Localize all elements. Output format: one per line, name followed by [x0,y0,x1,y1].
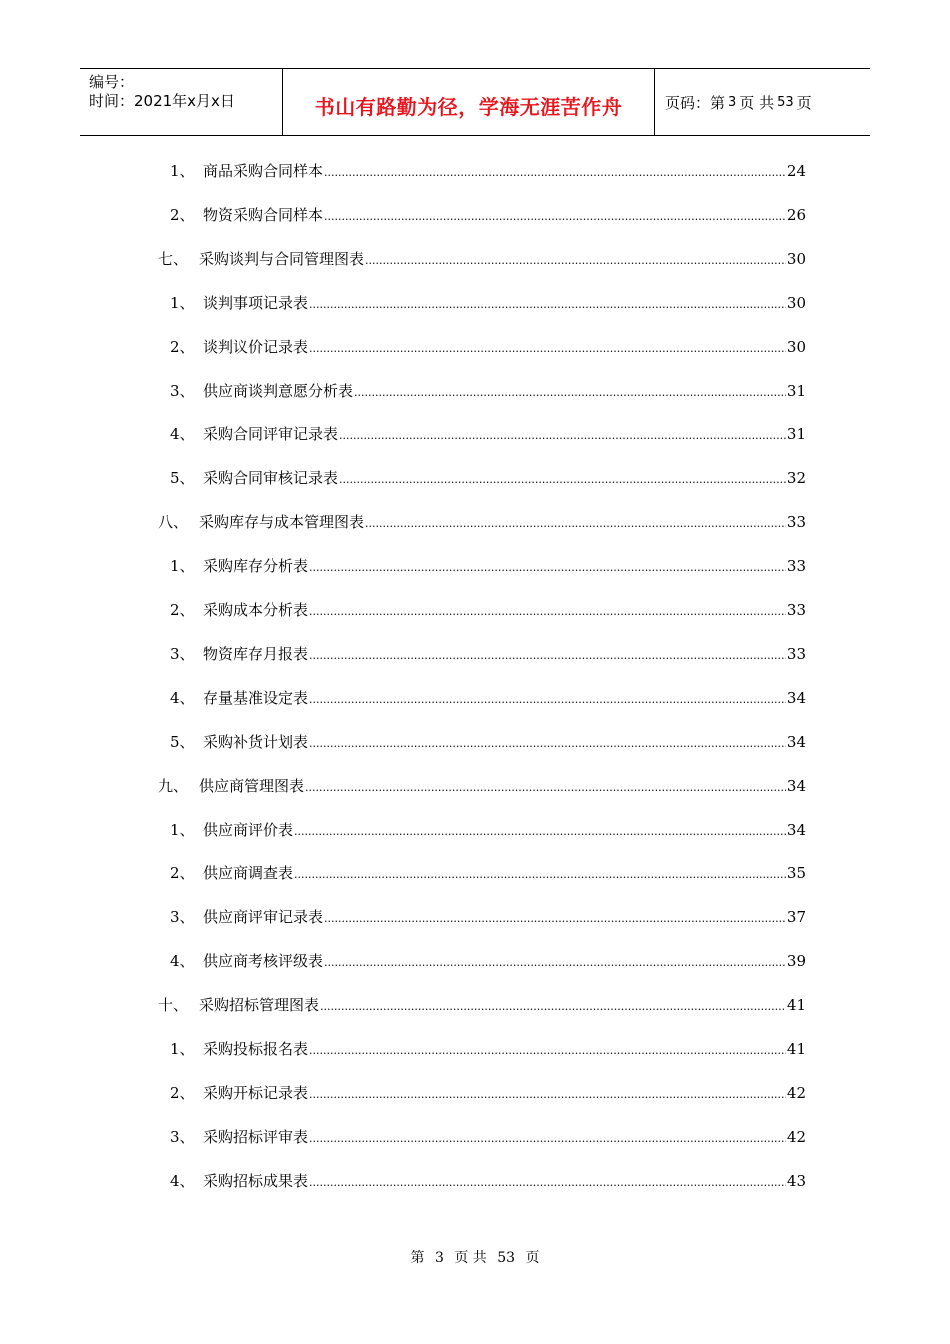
toc-entry-title: 采购合同审核记录表 [203,469,339,488]
toc-entry-number: 1、 [170,557,195,576]
page-mid: 页 共 [739,93,775,112]
toc-entry-number: 3、 [170,381,195,400]
toc-entry-page: 42 [786,1083,806,1102]
footer-suffix: 页 [525,1250,540,1266]
toc-entry[interactable] [170,1038,806,1060]
toc-entry-title: 采购成本分析表 [203,601,309,619]
motto-text: 书山有路勤为径，学海无涯苦作舟 [314,94,623,119]
toc-entry-title: 供应商考核评级表 [203,952,324,971]
toc-entry[interactable] [170,731,806,753]
toc-entry-page: 31 [786,425,806,444]
toc-entry-number: 1、 [170,293,195,312]
toc-entry-page: 35 [786,864,806,883]
toc-dot-leader [309,342,786,355]
toc-entry[interactable] [170,599,806,621]
toc-entry-number: 3、 [170,1127,195,1146]
toc-entry-title: 采购库存与成本管理图表 [199,513,365,532]
toc-entry[interactable] [170,423,806,445]
toc-entry[interactable] [170,336,806,358]
toc-entry-number: 3、 [170,908,195,927]
toc-entry-page: 33 [786,513,806,532]
toc-entry-title: 采购库存分析表 [203,557,309,576]
toc-entry-page: 30 [786,293,806,312]
toc-entry-number: 3、 [170,644,195,663]
toc-entry-page: 33 [786,601,806,619]
toc-dot-leader [324,166,786,179]
toc-entry[interactable] [170,292,806,314]
toc-entry-title: 物资采购合同样本 [203,205,324,224]
toc-dot-leader [309,605,786,618]
toc-entry-page: 43 [786,1171,806,1190]
toc-dot-leader [365,254,786,267]
toc-entry-number: 4、 [170,952,195,971]
toc-entry[interactable] [170,1082,806,1104]
toc-entry[interactable] [170,906,806,928]
header-motto-cell [282,69,655,135]
footer-prefix: 第 [410,1250,425,1266]
page-suffix: 页 [796,93,812,112]
toc-entry-page: 32 [786,469,806,488]
toc-entry[interactable] [170,862,806,884]
footer-current: 3 [434,1250,444,1266]
toc-dot-leader [309,1044,786,1057]
page-current: 3 [728,94,737,110]
toc-entry-title: 采购补货计划表 [203,732,309,751]
toc-entry-number: 4、 [170,1171,195,1190]
toc-dot-leader [309,693,786,706]
toc-entry[interactable] [170,1170,806,1192]
toc-entry[interactable] [170,819,806,841]
toc-entry-number: 5、 [170,469,195,488]
toc-entry-page: 33 [786,557,806,576]
toc-entry-number: 2、 [170,337,195,356]
toc-entry-number: 4、 [170,425,195,444]
toc-entry-page: 24 [786,162,806,180]
toc-dot-leader [294,825,786,838]
toc-entry-title: 采购开标记录表 [203,1083,309,1102]
toc-dot-leader [324,912,786,925]
toc-entry-number: 2、 [170,864,195,883]
toc-entry[interactable] [158,511,806,533]
toc-entry-number: 2、 [170,1083,195,1102]
toc-entry-title: 采购招标管理图表 [199,996,320,1015]
toc-entry-title: 供应商谈判意愿分析表 [203,381,354,400]
toc-entry-number: 九、 [158,776,189,795]
toc-entry-number: 2、 [170,601,195,619]
toc-dot-leader [309,298,786,311]
toc-entry-title: 物资库存月报表 [203,644,309,663]
toc-dot-leader [309,1176,786,1189]
toc-entry-title: 供应商评审记录表 [203,908,324,927]
toc-entry[interactable] [158,775,806,797]
toc-entry-page: 30 [786,249,806,268]
toc-entry-title: 存量基准设定表 [203,688,309,707]
toc-entry-page: 41 [786,1040,806,1058]
toc-entry-title: 采购招标成果表 [203,1171,309,1190]
toc-entry-page: 34 [786,688,806,707]
toc-entry[interactable] [170,643,806,665]
toc-entry[interactable] [170,555,806,577]
toc-entry-title: 商品采购合同样本 [203,162,324,180]
toc-dot-leader [309,1132,786,1145]
header-page-info [655,69,870,135]
toc-entry[interactable] [170,160,806,182]
toc-entry-page: 33 [786,644,806,663]
toc-entry-page: 34 [786,820,806,839]
toc-entry[interactable] [158,994,806,1016]
toc-entry-number: 2、 [170,205,195,224]
toc-entry-title: 谈判事项记录表 [203,293,309,312]
toc-dot-leader [294,868,786,881]
toc-entry-title: 谈判议价记录表 [203,337,309,356]
toc-entry-title: 采购合同评审记录表 [203,425,339,444]
serial-label: 编号： [89,73,135,91]
toc-entry-page: 34 [786,776,806,795]
toc-dot-leader [324,210,786,223]
toc-dot-leader [354,386,786,399]
toc-dot-leader [324,956,786,969]
toc-entry[interactable] [170,204,806,226]
toc-entry[interactable] [170,1126,806,1148]
toc-dot-leader [309,1088,786,1101]
toc-entry-title: 采购招标评审表 [203,1127,309,1146]
toc-entry-page: 34 [786,732,806,751]
toc-entry[interactable] [170,380,806,402]
toc-entry-page: 37 [786,908,806,927]
toc-entry-title: 采购投标报名表 [203,1040,309,1058]
toc-entry-title: 供应商评价表 [203,820,294,839]
toc-dot-leader [339,473,786,486]
toc-dot-leader [365,517,786,530]
toc-entry-page: 41 [786,996,806,1015]
toc-entry-number: 1、 [170,820,195,839]
toc-entry-number: 5、 [170,732,195,751]
document-header [80,68,870,136]
header-meta [80,69,282,135]
toc-entry-page: 39 [786,952,806,971]
toc-dot-leader [320,1000,786,1013]
toc-dot-leader [305,781,786,794]
toc-entry-page: 42 [786,1127,806,1146]
toc-dot-leader [309,649,786,662]
toc-entry-number: 八、 [158,513,189,532]
time-label: 时间：2021年x月x日 [89,92,235,110]
toc-entry-title: 供应商管理图表 [199,776,305,795]
toc-entry[interactable] [170,687,806,709]
toc-entry-number: 十、 [158,996,189,1015]
toc-entry-page: 31 [786,381,806,400]
page-footer [0,1247,950,1267]
footer-mid: 页 共 [454,1250,487,1266]
toc-entry-title: 供应商调查表 [203,864,294,883]
toc-entry-number: 4、 [170,688,195,707]
toc-dot-leader [309,737,786,750]
page-total: 53 [777,94,794,110]
toc-entry-title: 采购谈判与合同管理图表 [199,249,365,268]
toc-entry-number: 七、 [158,249,189,268]
toc-entry-number: 1、 [170,1040,195,1058]
footer-total: 53 [497,1250,516,1266]
toc-entry[interactable] [158,248,806,270]
toc-entry-number: 1、 [170,162,195,180]
toc-entry[interactable] [170,467,806,489]
toc-dot-leader [339,429,786,442]
toc-entry-page: 30 [786,337,806,356]
toc-entry-page: 26 [786,205,806,224]
toc-entry[interactable] [170,950,806,972]
page-prefix: 页码：第 [665,93,726,112]
toc-dot-leader [309,561,786,574]
